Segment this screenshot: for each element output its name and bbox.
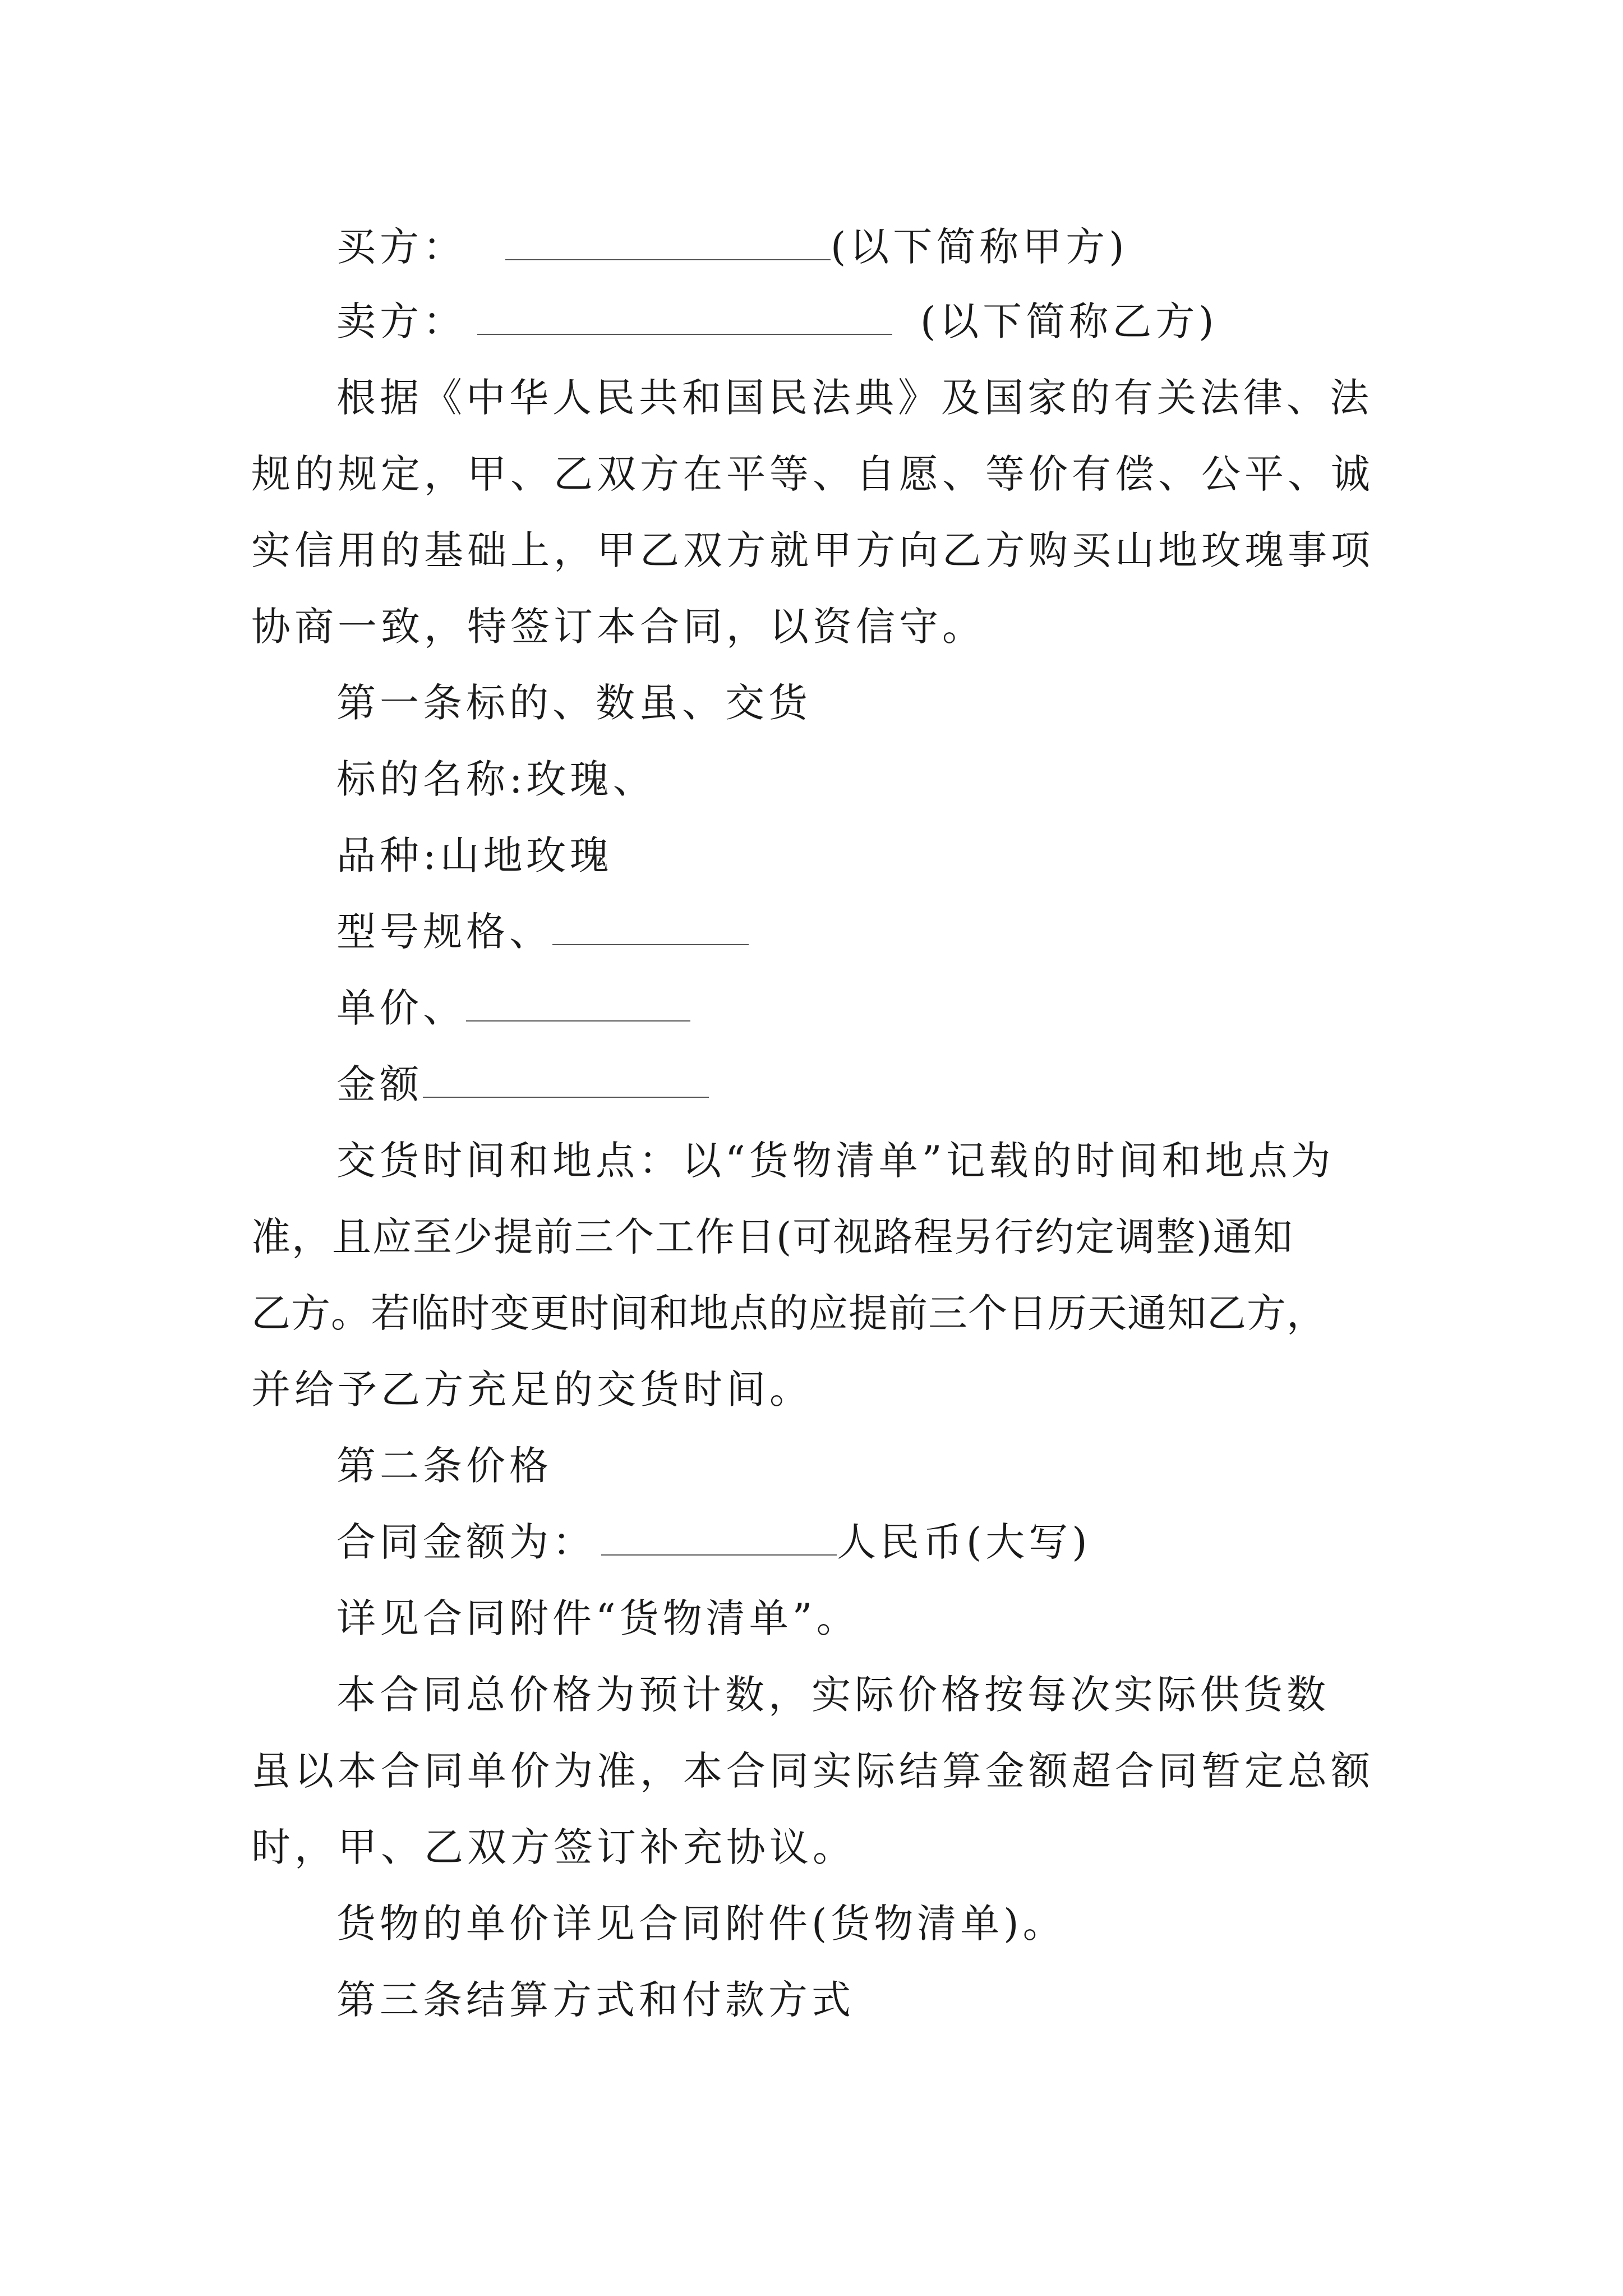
delivery-line-1: 交货时间和地点：以“货物清单”记载的时间和地点为 (336, 1138, 1335, 1184)
total-line-2: 虽以本合同单价为准，本合同实际结算金额超合同暂定总额 (251, 1748, 1374, 1794)
intro-line-1: 根据《中华人民共和国民法典》及国家的有关法律、法 (336, 375, 1373, 421)
contract-amount-blank[interactable] (601, 1517, 837, 1556)
unit-price-blank[interactable] (466, 983, 690, 1022)
unit-price-line (336, 983, 1469, 1033)
see-attachment: 详见合同附件“货物清单”。 (336, 1595, 860, 1641)
intro-line-3: 实信用的基础上，甲乙双方就甲方向乙方购买山地玫瑰事项 (251, 527, 1374, 573)
delivery-line-4: 并给予乙方充足的交货时间。 (251, 1366, 813, 1412)
amount-line (336, 1059, 1469, 1110)
amount-blank[interactable] (423, 1060, 709, 1098)
buyer-suffix: (以下简称甲方) (831, 224, 1128, 270)
seller-name-blank[interactable] (477, 297, 892, 335)
model-spec-label: 型号规格、 (336, 909, 552, 955)
delivery-line-2: 准，且应至少提前三个工作日(可视路程另行约定调整)通知 (251, 1214, 1294, 1260)
buyer-label: 买方： (336, 224, 466, 270)
amount-label: 金额 (336, 1061, 423, 1107)
total-line-3: 时，甲、乙双方签订补充协议。 (251, 1824, 856, 1870)
subject-name: 标的名称:玫瑰、 (336, 756, 656, 802)
variety: 品种:山地玫瑰 (336, 832, 613, 878)
intro-line-2: 规的规定，甲、乙双方在平等、自愿、等价有偿、公平、诚 (251, 451, 1374, 497)
unit-price-label: 单价、 (336, 985, 466, 1031)
contract-amount-label: 合同金额为： (336, 1519, 596, 1565)
article1-title: 第一条标的、数虽、交货 (336, 680, 811, 726)
buyer-name-blank[interactable] (505, 222, 831, 260)
seller-line (336, 296, 1469, 347)
article3-title: 第三条结算方式和付款方式 (336, 1977, 855, 2023)
model-spec-blank[interactable] (552, 907, 749, 945)
contract-amount-suffix: 人民币(大写) (837, 1519, 1091, 1565)
seller-label: 卖方： (336, 298, 466, 344)
unit-price-note: 货物的单价详见合同附件(货物清单)。 (336, 1901, 1066, 1947)
seller-suffix: (以下简称乙方) (920, 298, 1218, 344)
total-line-1: 本合同总价格为预计数，实际价格按每次实际供货数 (336, 1672, 1330, 1718)
intro-line-4: 协商一致，特签订本合同，以资信守。 (251, 604, 985, 650)
delivery-line-3: 乙方。若临时变更时间和地点的应提前三个日历天通知乙方， (251, 1290, 1326, 1336)
buyer-line (336, 222, 1469, 272)
model-spec-line (336, 907, 1469, 957)
contract-amount-line (336, 1517, 1469, 1567)
article2-title: 第二条价格 (336, 1443, 552, 1489)
